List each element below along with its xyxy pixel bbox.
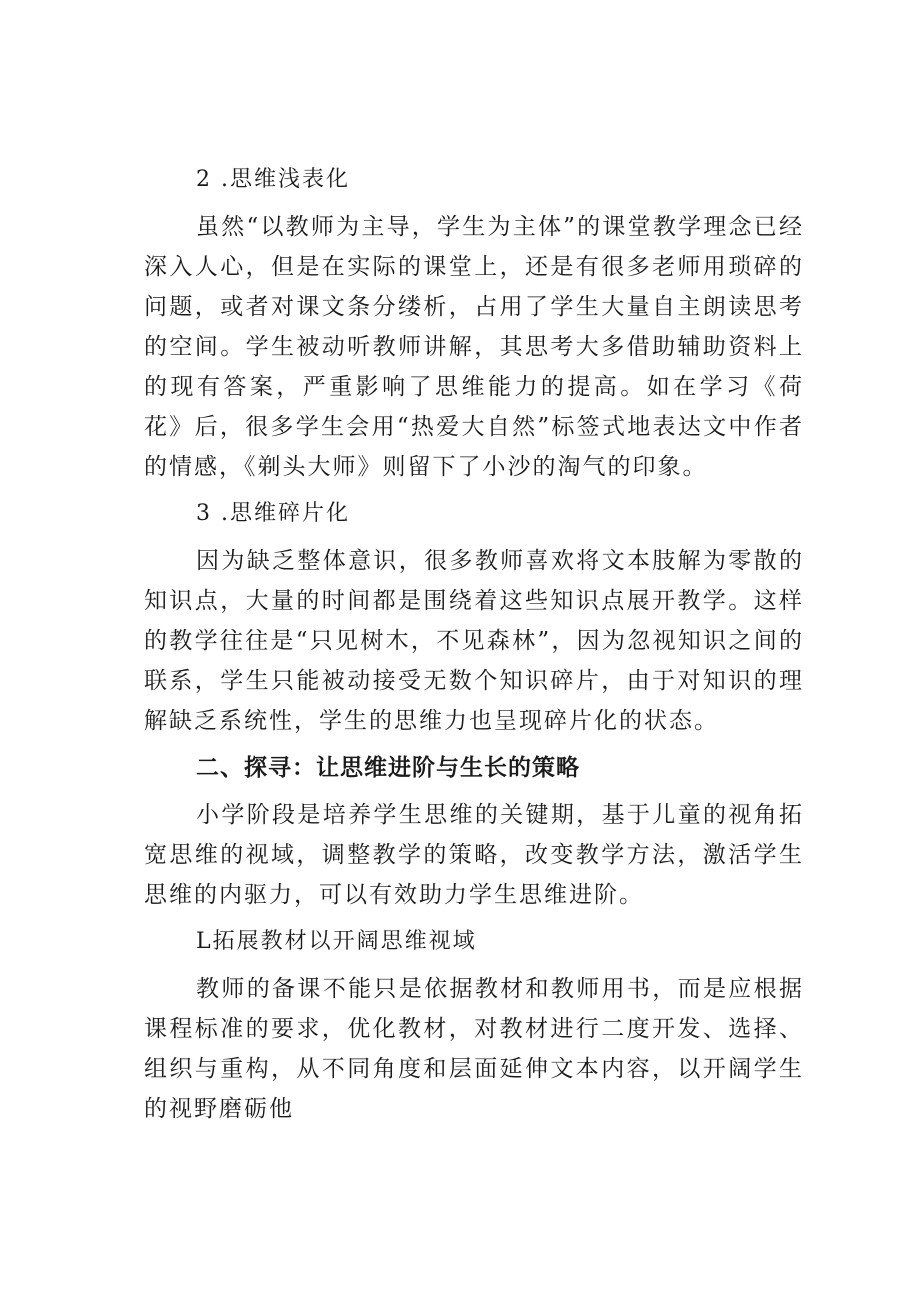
paragraph-fragmented-thinking: 因为缺乏整体意识，很多教师喜欢将文本肢解为零散的知识点，大量的时间都是围绕着这些知识点展开教学。这样的教学往往是“只见树木，不见森林”，因为忽视知识之间的联系，学生只能被动接受无数个知识碎片，由于对知识的理解缺乏系统性，学生的思维力也呈现碎片化的状态。 [144,548,804,734]
paragraph-expand-materials: 教师的备课不能只是依据教材和教师用书，而是应根据课程标准的要求，优化教材，对教材进行二度开发、选择、组织与重构，从不同角度和层面延伸文本内容，以开阔学生的视野磨砺他 [144,976,804,1122]
document-body [144,160,804,1136]
paragraph-strategies-intro: 小学阶段是培养学生思维的关键期，基于儿童的视角拓宽思维的视域，调整教学的策略，改变教学方法，激活学生思维的内驱力，可以有效助力学生思维进阶。 [144,802,804,908]
subheading-expand-materials: L拓展教材以开阔思维视域 [196,929,477,954]
subheading-fragmented-thinking: 3 .思维碎片化 [196,501,350,526]
subheading-shallow-thinking: 2 .思维浅表化 [196,167,350,192]
paragraph-shallow-thinking: 虽然“以教师为主导，学生为主体”的课堂教学理念已经深入人心，但是在实际的课堂上，还是有很多老师用琐碎的问题，或者对课文条分缕析，占用了学生大量自主朗读思考的空间。学生被动听教师讲解，其思考大多借助辅助资料上的现有答案，严重影响了思维能力的提高。如在学习《荷花》后，很多学生会用“热爱大自然”标签式地表达文中作者的情感，《剃头大师》则留下了小沙的淘气的印象。 [144,214,804,480]
section-heading-strategies: 二、探寻：让思维进阶与生长的策略 [196,755,580,781]
